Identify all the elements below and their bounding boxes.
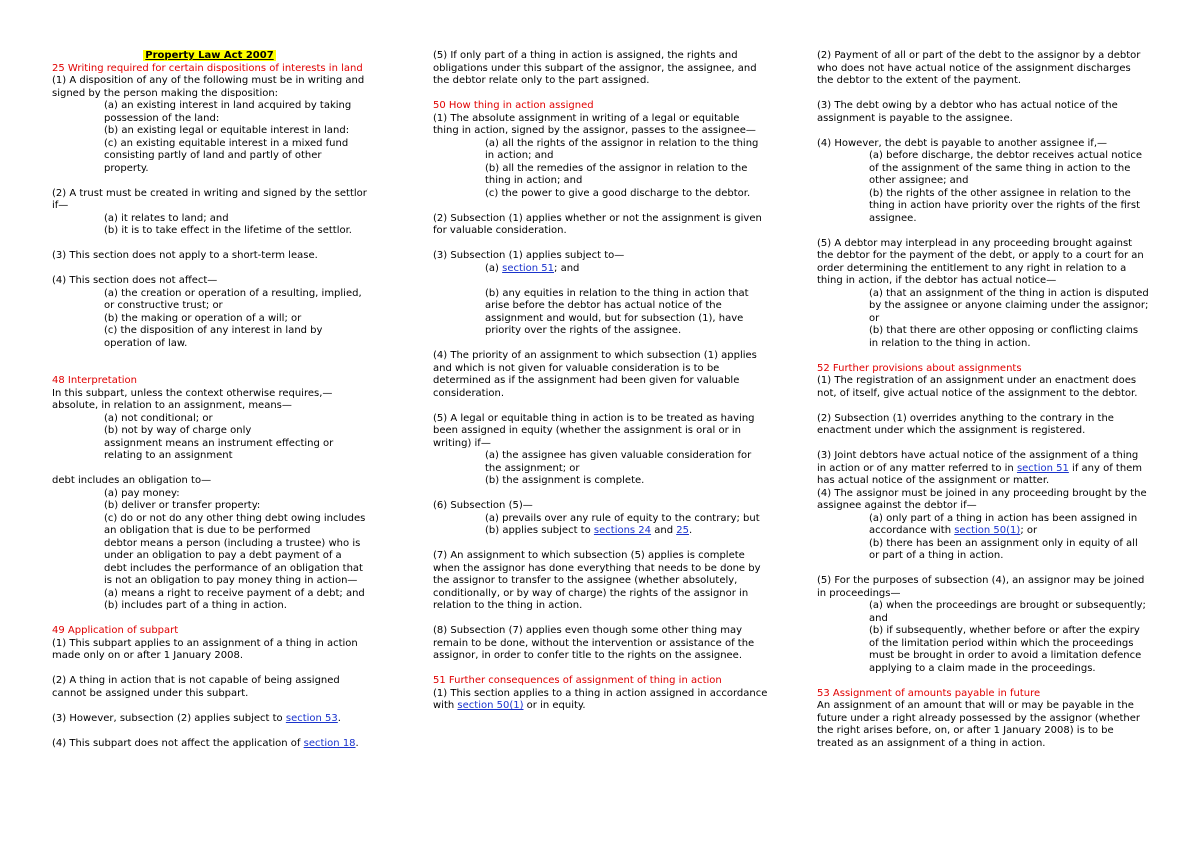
s50-p3a-end: ; and [554,262,580,274]
s52-p5: (5) For the purposes of subsection (4), an assignor may be joined in proceedings— [817,575,1145,599]
section-25-heading: 25 Writing required for certain dispositions of interests in land [52,62,363,74]
s49-p3-end: . [337,712,341,724]
s52-p4: (4) The assignor must be joined in any proceeding brought by the assignee against the debtor if— [817,487,1147,511]
s52-p5b: (b) if subsequently, whether before or after the expiry of the limitation period within which the proceedings must be brought in order to avoid a limitation defence applying to a claim made in the proceedings. [869,625,1142,674]
s25-p2a: (a) it relates to land; and [104,212,229,224]
document-title [52,50,367,63]
s48-debt: debt includes an obligation to— [52,475,212,486]
s48-abs-a: (a) not conditional; or [104,412,213,424]
s50-p4: (4) The priority of an assignment to which subsection (1) applies and which is not given for valuable consideration is to be determined as if the assignment had been given for valuable consideration. [433,350,757,399]
s52-p2: (2) Subsection (1) overrides anything to the contrary in the enactment under which the assignment is registered. [817,412,1114,436]
section-51-heading: 51 Further consequences of assignment of thing in action [433,675,722,686]
s48-debt-b: (b) deliver or transfer property: [104,500,261,511]
s25-p4b: (b) the making or operation of a will; or [104,312,302,324]
s50-p6b-text: (b) applies subject to [485,525,594,536]
s52-p3-end: if any of them has actual notice of the assignment or matter. [817,462,1143,486]
s50-p7: (7) An assignment to which subsection (5) applies is complete when the assignor has done everything that needs to be done by the assignor to transfer to the assignee (whether absolutely, conditionally, or by way of charge) the rights of the assignor in relation to the thing in action. [433,550,761,611]
s50-p5a: (a) the assignee has given valuable consideration for the assignment; or [485,450,752,474]
s50-p3b: (b) any equities in relation to the thing in action that arise before the debtor has actual notice of the assignment and would, but for subsection (1), have priority over the rights of the assignee. [485,287,749,336]
s49-p3 [52,713,367,726]
column-3 [817,50,1149,750]
section-53-heading: 53 Assignment of amounts payable in future [817,687,1041,699]
s48-tia-b: (b) includes part of a thing in action. [104,600,287,611]
s51-p1 [433,688,768,713]
s51-p5b: (b) that there are other opposing or conflicting claims in relation to the thing in action. [869,325,1139,349]
s51-p5a: (a) that an assignment of the thing in action is disputed by the assignee or anyone claiming under the assignor; or [869,287,1149,324]
s48-debtor: debtor means a person (including a trustee) who is under an obligation to pay a debt payment of a debt includes the performance of an obligation that is not an obligation to pay money thing in action— [104,537,363,586]
s50-p6b-end: . [688,525,693,536]
s52-p4a-text: (a) only part of a thing in action has been assigned in accordance with [869,512,1138,536]
s25-p3: (3) This section does not apply to a short-term lease. [52,250,318,261]
s48-absolute: absolute, in relation to an assignment, means— [52,400,292,411]
s52-p1: (1) The registration of an assignment under an enactment does not, of itself, give actual notice of the assignment to the debtor. [817,375,1138,399]
s50-p5b: (b) the assignment is complete. [485,475,645,486]
s49-p4-end: . [355,737,359,749]
section-53-link[interactable]: section 53 [285,712,338,724]
s50-p2: (2) Subsection (1) applies whether or not the assignment is given for valuable consideration. [433,212,762,236]
s50-p6a: (a) prevails over any rule of equity to the contrary; but [485,512,760,524]
s48-tia-a: (a) means a right to receive payment of a debt; and [104,587,365,599]
s49-p4 [52,738,367,751]
s25-p1b: (b) an existing legal or equitable interest in land: [104,125,350,136]
s50-p5: (5) A legal or equitable thing in action is to be treated as having been assigned in equity (whether the assignment is oral or in writing) if— [433,412,755,449]
document-title-text: Property Law Act 2007 [145,50,274,61]
s48-abs-b: (b) not by way of charge only [104,425,252,436]
s49-p1: (1) This subpart applies to an assignment of a thing in action made only on or after 1 January 2008. [52,637,358,661]
s53-p1: An assignment of an amount that will or may be payable in the future under a right already possessed by the assignor (whether the right arises before, on, or after 1 January 2008) is to be treated as an assignment of a thing in action. [817,700,1140,749]
section-51-link-2[interactable]: section 51 [1016,462,1069,474]
s52-p3 [817,450,1149,488]
s52-p4a [817,513,1149,538]
s50-p1: (1) The absolute assignment in writing of a legal or equitable thing in action, signed by the assignor, passes to the assignee— [433,112,756,136]
s50-p1a: (a) all the rights of the assignor in relation to the thing in action; and [485,137,759,161]
column-1 [52,50,367,750]
s51-p1-text: (1) This section applies to a thing in action assigned in accordance with [433,687,768,711]
s52-p3-text: (3) Joint debtors have actual notice of the assignment of a thing in action or of any matter referred to in [817,450,1139,474]
section-50-heading: 50 How thing in action assigned [433,100,594,111]
s51-p1-end: or in equity. [523,700,586,711]
s50-p8: (8) Subsection (7) applies even though some other thing may remain to be done, without the intervention or assistance of the assignor, in order to confer title to the rights on the assignee. [433,625,755,661]
s51-p4: (4) However, the debt is payable to another assignee if,— [817,137,1108,149]
s25-p1: (1) A disposition of any of the following must be in writing and signed by the person making the disposition: [52,75,365,99]
s49-p2: (2) A thing in action that is not capable of being assigned cannot be assigned under this subpart. [52,675,340,699]
section-49-heading: 49 Application of subpart [52,625,179,636]
s25-p2b: (b) it is to take effect in the lifetime of the settlor. [104,225,352,236]
s51-p3: (3) The debt owing by a debtor who has actual notice of the assignment is payable to the assignee. [817,100,1118,124]
section-50-1-link-2[interactable]: section 50(1) [954,525,1021,536]
s50-p1b: (b) all the remedies of the assignor in relation to the thing in action; and [485,162,748,186]
s50-p3a [433,263,768,276]
s51-p4b: (b) the rights of the other assignee in relation to the thing in action have priority over the rights of the first assignee. [869,187,1141,224]
s25-p4: (4) This section does not affect— [52,275,218,286]
s25-p4a: (a) the creation or operation of a resulting, implied, or constructive trust; or [104,287,362,311]
s51-p2: (2) Payment of all or part of the debt to the assignor by a debtor who does not have actual notice of the assignment discharges the debtor to the extent of the payment. [817,50,1141,86]
s25-p1c: (c) an existing equitable interest in a mixed fund consisting partly of land and partly of other property. [104,137,349,174]
section-48-heading: 48 Interpretation [52,375,137,386]
section-18-link[interactable]: section 18 [303,737,356,749]
s48-debt-c: (c) do or not do any other thing debt owing includes an obligation that is due to be performed [104,512,366,536]
s51-p4a: (a) before discharge, the debtor receives actual notice of the assignment of the same thing in action to the other assignee; and [869,150,1143,186]
section-51-link[interactable]: section 51 [502,262,555,274]
section-25-link[interactable]: 25 [676,525,689,536]
section-52-heading: 52 Further provisions about assignments [817,362,1022,374]
s49-p5: (5) If only part of a thing in action is assigned, the rights and obligations under this subpart of the assignor, the assignee, and the debtor relate only to the part assigned. [433,50,757,86]
s25-p4c: (c) the disposition of any interest in land by operation of law. [104,325,323,349]
column-2 [433,50,768,713]
s25-p2: (2) A trust must be created in writing and signed by the settlor if— [52,187,367,211]
s50-p3a-text: (a) [485,262,503,274]
section-50-1-link[interactable]: section 50(1) [457,700,524,711]
s50-p6b [433,525,768,538]
s49-p3-text: (3) However, subsection (2) applies subject to [52,712,286,724]
s52-p4a-end: ; or [1020,525,1038,536]
s50-p6b-and: and [651,525,677,536]
s48-intro: In this subpart, unless the context otherwise requires,— [52,387,333,399]
s51-p5: (5) A debtor may interplead in any proceeding brought against the debtor for the payment of the debt, or apply to a court for an order determining the entitlement to any right in relation to a thing in action, if the debtor has actual notice— [817,237,1144,286]
s48-debt-a: (a) pay money: [104,487,180,499]
s52-p4b: (b) there has been an assignment only in equity of all or part of a thing in action. [869,537,1138,561]
s50-p3: (3) Subsection (1) applies subject to— [433,250,625,261]
s25-p1a: (a) an existing interest in land acquired by taking possession of the land: [104,100,352,124]
s49-p4-text: (4) This subpart does not affect the application of [52,737,304,749]
s50-p1c: (c) the power to give a good discharge to the debtor. [485,187,751,199]
sections-24-link[interactable]: sections 24 [593,525,652,536]
s50-p6: (6) Subsection (5)— [433,500,533,511]
s52-p5a: (a) when the proceedings are brought or subsequently; and [869,600,1146,624]
s48-assignment: assignment means an instrument effecting or relating to an assignment [104,437,334,461]
